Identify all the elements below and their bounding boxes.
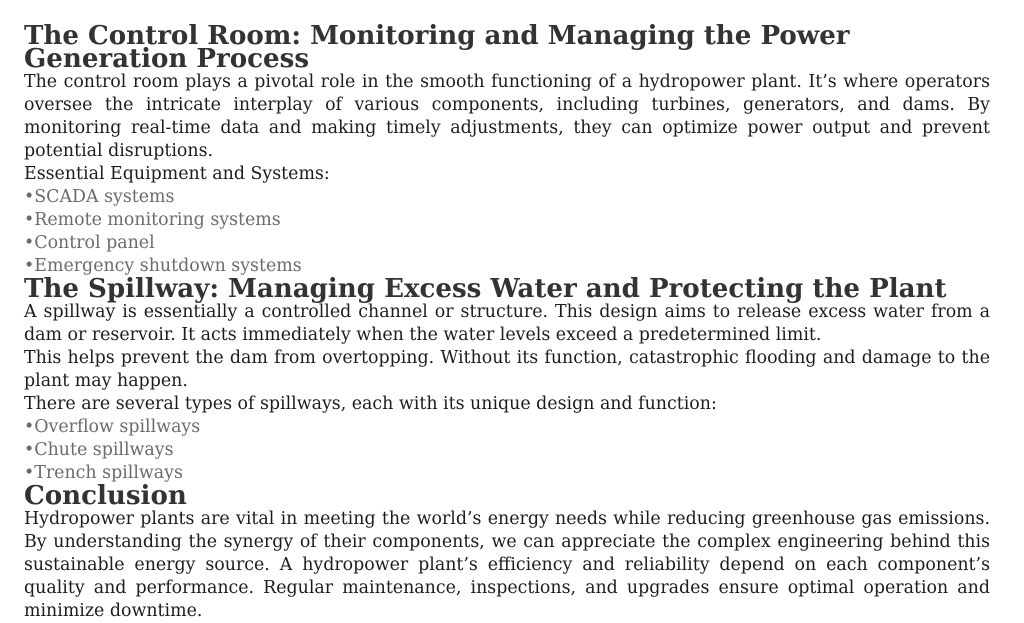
section-control-room bbox=[24, 21, 990, 278]
section-heading: The Control Room: Monitoring and Managing the Power Generation Process bbox=[24, 21, 850, 74]
equipment-list bbox=[24, 186, 990, 278]
bullet-icon: • bbox=[24, 233, 35, 253]
list-item bbox=[24, 439, 990, 462]
spillway-types-list bbox=[24, 416, 990, 485]
list-item-text: Chute spillways bbox=[34, 440, 174, 460]
bullet-icon: • bbox=[24, 463, 35, 483]
section-paragraph: The control room plays a pivotal role in the smooth functioning of a hydropower plant. It’s where operators oversee the intricate interplay of various components, including turbines, generators, and dams. By monitoring real-time data and making timely adjustments, they can optimize power output and prevent potential disruptions. bbox=[24, 72, 990, 161]
list-item-text: Remote monitoring systems bbox=[34, 210, 281, 230]
list-item bbox=[24, 416, 990, 439]
list-label: Essential Equipment and Systems: bbox=[24, 164, 330, 184]
section-paragraph: A spillway is essentially a controlled channel or structure. This design aims to release excess water from a dam or reservoir. It acts immediately when the water levels exceed a predetermined limit. bbox=[24, 302, 990, 345]
list-item-text: Control panel bbox=[34, 233, 155, 253]
list-item-text: SCADA systems bbox=[34, 187, 175, 207]
list-item-text: Overflow spillways bbox=[34, 417, 201, 437]
bullet-icon: • bbox=[24, 417, 35, 437]
list-item-text: Trench spillways bbox=[34, 463, 183, 483]
section-heading: The Spillway: Managing Excess Water and Protecting the Plant bbox=[24, 274, 947, 304]
section-conclusion bbox=[24, 481, 990, 623]
section-paragraph: This helps prevent the dam from overtopping. Without its function, catastrophic flooding and damage to the plant may happen. bbox=[24, 348, 990, 391]
section-spillway bbox=[24, 274, 990, 485]
bullet-icon: • bbox=[24, 210, 35, 230]
bullet-icon: • bbox=[24, 187, 35, 207]
list-label: There are several types of spillways, each with its unique design and function: bbox=[24, 394, 717, 414]
list-item bbox=[24, 209, 990, 232]
bullet-icon: • bbox=[24, 256, 35, 276]
section-heading: Conclusion bbox=[24, 481, 187, 511]
list-item bbox=[24, 186, 990, 209]
section-paragraph: Hydropower plants are vital in meeting the world’s energy needs while reducing greenhouse gas emissions. By understanding the synergy of their components, we can appreciate the complex engineering behind this sustainable energy source. A hydropower plant’s efficiency and reliability depend on each component’s quality and performance. Regular maintenance, inspections, and upgrades ensure optimal operation and minimize downtime. bbox=[24, 509, 990, 621]
list-item-text: Emergency shutdown systems bbox=[34, 256, 302, 276]
list-item bbox=[24, 232, 990, 255]
article-body bbox=[24, 21, 990, 623]
bullet-icon: • bbox=[24, 440, 35, 460]
